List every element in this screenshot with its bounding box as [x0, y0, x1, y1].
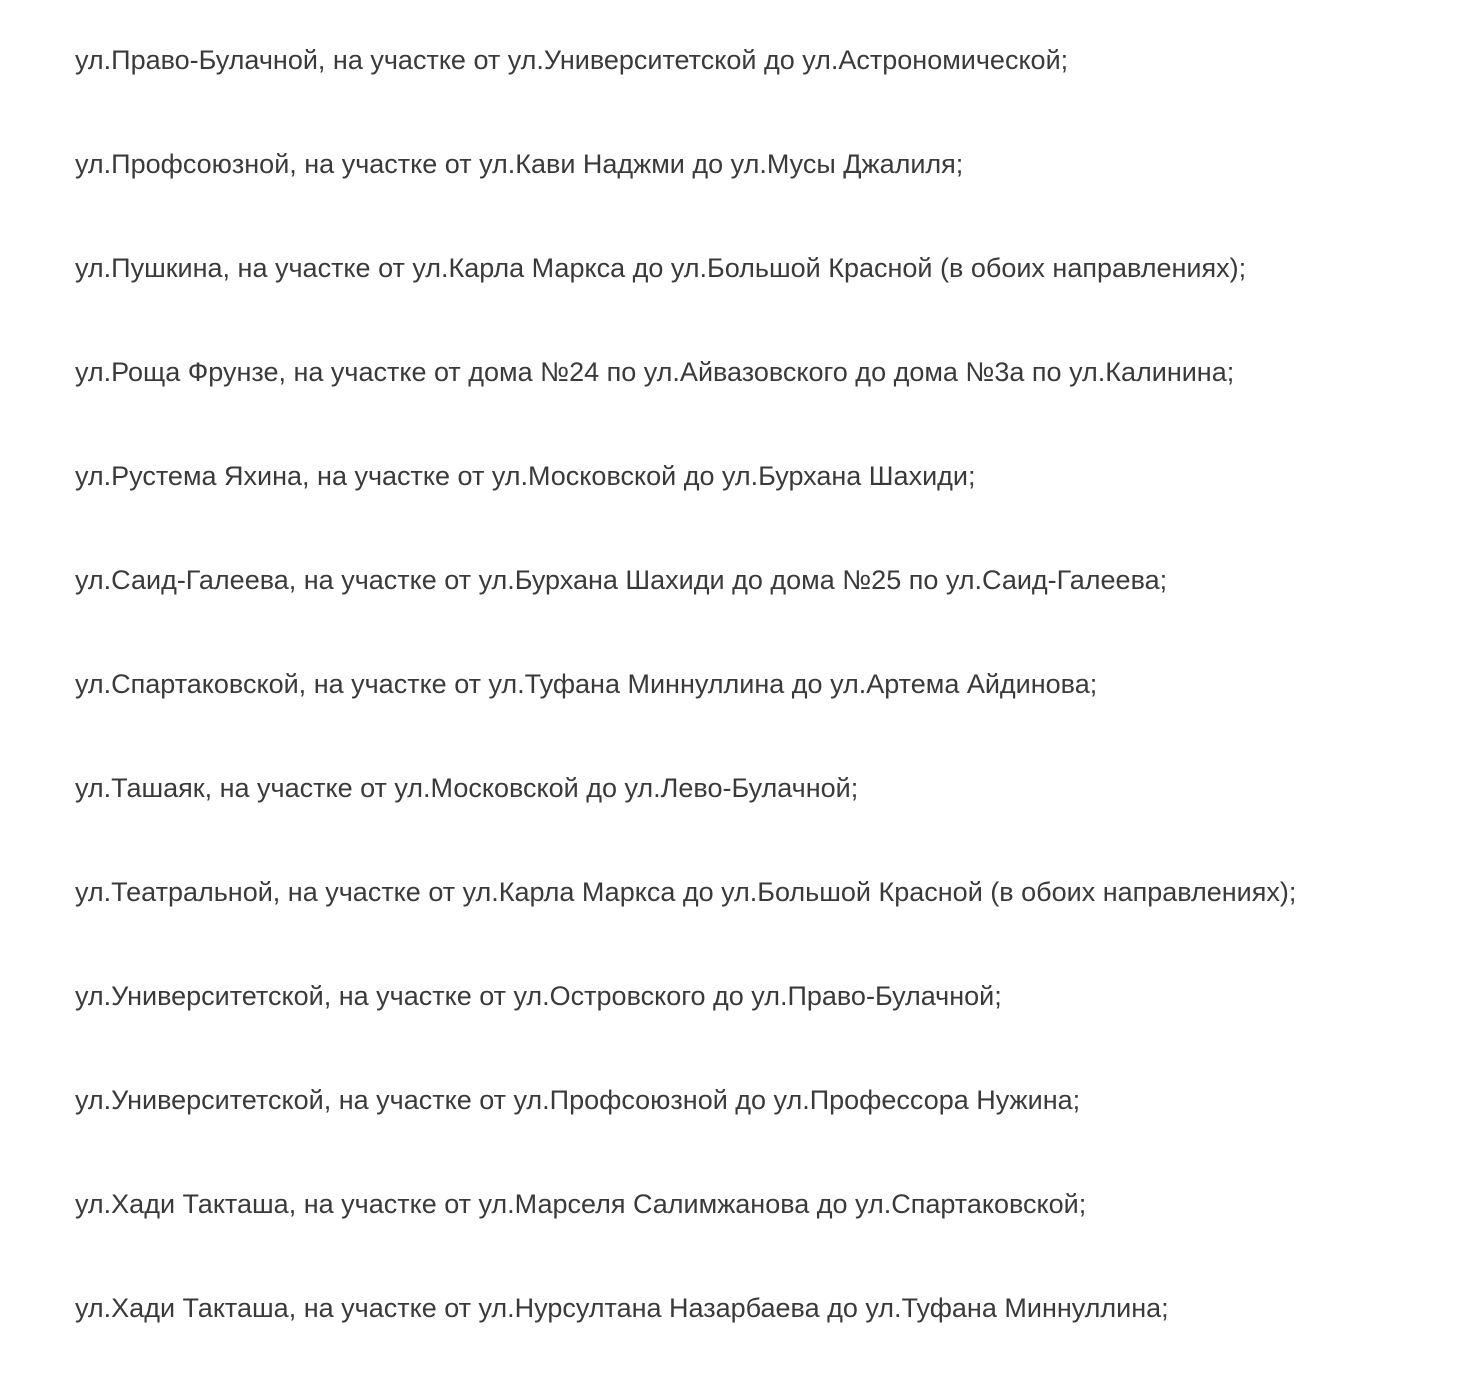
street-item-teatralnaya: ул.Театральной, на участке от ул.Карла Маркса до ул.Большой Красной (в обоих направлениях); [75, 877, 1297, 907]
street-item-universitetskaya-1: ул.Университетской, на участке от ул.Островского до ул.Право-Булачной; [75, 981, 1002, 1011]
street-item-roshcha-frunze: ул.Роща Фрунзе, на участке от дома №24 по ул.Айвазовского до дома №3а по ул.Калинина; [75, 357, 1235, 387]
street-item-rustema-yakhina: ул.Рустема Яхина, на участке от ул.Московской до ул.Бурхана Шахиди; [75, 461, 976, 491]
street-item-tashayak: ул.Ташаяк, на участке от ул.Московской до ул.Лево-Булачной; [75, 773, 859, 803]
street-item-universitetskaya-2: ул.Университетской, на участке от ул.Профсоюзной до ул.Профессора Нужина; [75, 1085, 1081, 1115]
street-item-pushkina: ул.Пушкина, на участке от ул.Карла Маркса до ул.Большой Красной (в обоих направлениях); [75, 253, 1247, 283]
street-list [75, 44, 1455, 1396]
street-item-khadi-taktasha-2: ул.Хади Такташа, на участке от ул.Нурсултана Назарбаева до ул.Туфана Миннуллина; [75, 1293, 1169, 1323]
street-item-khadi-taktasha-1: ул.Хади Такташа, на участке от ул.Марселя Салимжанова до ул.Спартаковской; [75, 1189, 1087, 1219]
street-item-spartakovskaya: ул.Спартаковской, на участке от ул.Туфана Миннуллина до ул.Артема Айдинова; [75, 669, 1098, 699]
street-item-said-galeeva: ул.Саид-Галеева, на участке от ул.Бурхана Шахиди до дома №25 по ул.Саид-Галеева; [75, 565, 1168, 595]
street-item-profsoyuznaya: ул.Профсоюзной, на участке от ул.Кави Наджми до ул.Мусы Джалиля; [75, 149, 964, 179]
street-item-pravo-bulachnaya: ул.Право-Булачной, на участке от ул.Университетской до ул.Астрономической; [75, 45, 1069, 75]
